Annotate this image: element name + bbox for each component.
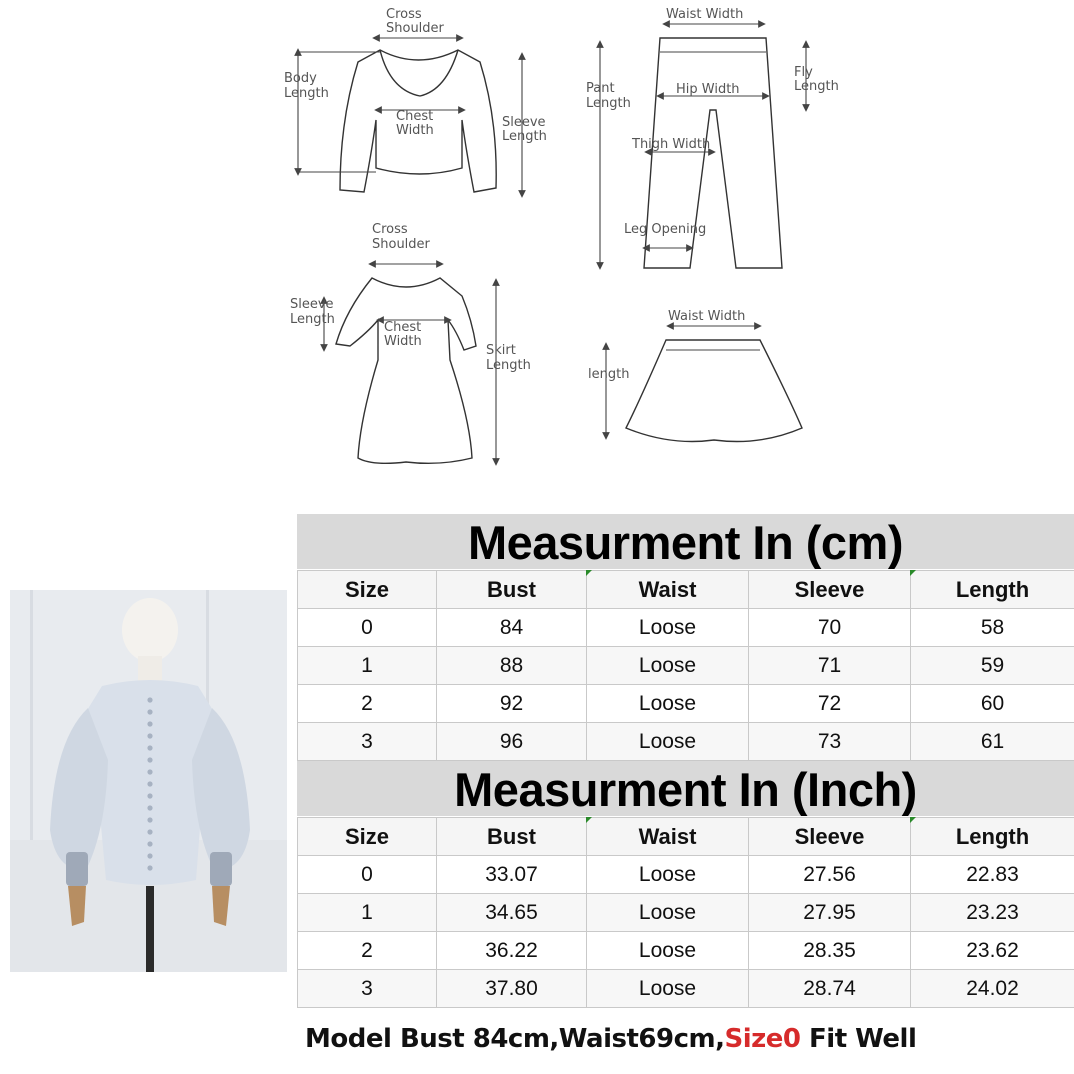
header-bust: Bust [437, 571, 587, 609]
svg-text:Shoulder: Shoulder [372, 237, 430, 252]
skirt-waist-width-label: Waist Width [668, 309, 746, 324]
header-sleeve: Sleeve [749, 571, 911, 609]
cell-length: 61 [911, 723, 1074, 761]
cell-size: 2 [298, 685, 437, 723]
note-size-highlight: Size0 [724, 1024, 801, 1054]
shirt-cross-shoulder-label: Cross [386, 7, 422, 22]
cell-length: 24.02 [911, 970, 1074, 1008]
header-bust: Bust [437, 818, 587, 856]
header-length: Length [911, 818, 1074, 856]
cell-sleeve: 70 [749, 609, 911, 647]
inch-size-table [297, 817, 1074, 1008]
svg-text:Width: Width [384, 334, 422, 349]
cell-sleeve: 27.95 [749, 894, 911, 932]
cell-length: 59 [911, 647, 1074, 685]
size-chart [297, 512, 1074, 1074]
cell-waist: Loose [587, 647, 749, 685]
dress-sleeve-length-label: Sleeve [290, 297, 334, 312]
shirt-body-length-label: Body [284, 71, 317, 86]
table-header-row [298, 571, 1074, 609]
header-size: Size [298, 571, 437, 609]
table-row [298, 970, 1074, 1008]
cell-sleeve: 72 [749, 685, 911, 723]
skirt-diagram [588, 309, 802, 442]
table-row [298, 647, 1074, 685]
cm-table-title: Measurment In (cm) [297, 514, 1074, 569]
cell-sleeve: 71 [749, 647, 911, 685]
cell-sleeve: 28.74 [749, 970, 911, 1008]
pants-waist-width-label: Waist Width [666, 7, 744, 22]
svg-text:Length: Length [284, 86, 329, 101]
svg-text:Length: Length [794, 79, 839, 94]
dress-skirt-length-label: Skirt [486, 343, 516, 358]
cell-size: 2 [298, 932, 437, 970]
product-photo [10, 590, 287, 972]
svg-text:Length: Length [502, 129, 547, 144]
shirt-chest-width-label: Chest [396, 109, 434, 124]
cell-size: 1 [298, 894, 437, 932]
table-row [298, 856, 1074, 894]
header-size: Size [298, 818, 437, 856]
table-row [298, 932, 1074, 970]
svg-text:Length: Length [290, 312, 335, 327]
cell-size: 0 [298, 609, 437, 647]
cell-marker [586, 570, 592, 576]
cell-waist: Loose [587, 856, 749, 894]
cell-size: 3 [298, 723, 437, 761]
table-row [298, 609, 1074, 647]
svg-text:Length: Length [486, 358, 531, 373]
shirt-diagram [284, 7, 547, 194]
pants-diagram [586, 7, 839, 268]
cell-bust: 88 [437, 647, 587, 685]
cell-bust: 33.07 [437, 856, 587, 894]
cell-waist: Loose [587, 609, 749, 647]
cm-size-table [297, 570, 1074, 761]
product-photo-panel [0, 512, 297, 1074]
table-row [298, 894, 1074, 932]
table-row [298, 723, 1074, 761]
pants-thigh-width-label: Thigh Width [632, 137, 711, 152]
note-prefix: Model Bust 84cm,Waist69cm, [305, 1024, 725, 1054]
cell-marker [586, 817, 592, 823]
cell-bust: 36.22 [437, 932, 587, 970]
inch-table-title: Measurment In (Inch) [297, 761, 1074, 816]
cell-bust: 96 [437, 723, 587, 761]
svg-text:Width: Width [396, 123, 434, 138]
cell-waist: Loose [587, 970, 749, 1008]
svg-text:Shoulder: Shoulder [386, 21, 444, 36]
cell-sleeve: 27.56 [749, 856, 911, 894]
cell-waist: Loose [587, 932, 749, 970]
cell-waist: Loose [587, 894, 749, 932]
measurement-diagrams [0, 0, 1074, 512]
model-fit-note [305, 1024, 916, 1054]
cell-length: 23.23 [911, 894, 1074, 932]
cell-size: 0 [298, 856, 437, 894]
cell-length: 58 [911, 609, 1074, 647]
cell-bust: 34.65 [437, 894, 587, 932]
table-header-row [298, 818, 1074, 856]
pants-leg-opening-label: Leg Opening [624, 222, 707, 237]
pants-fly-length-label: Fly [794, 65, 813, 80]
header-length: Length [911, 571, 1074, 609]
svg-text:Length: Length [586, 96, 631, 111]
cell-waist: Loose [587, 723, 749, 761]
cell-waist: Loose [587, 685, 749, 723]
skirt-length-label: length [588, 367, 630, 382]
pants-pant-length-label: Pant [586, 81, 615, 96]
cell-length: 23.62 [911, 932, 1074, 970]
cell-marker [910, 817, 916, 823]
cell-sleeve: 73 [749, 723, 911, 761]
table-row [298, 685, 1074, 723]
header-waist: Waist [587, 818, 749, 856]
cell-size: 1 [298, 647, 437, 685]
cell-bust: 92 [437, 685, 587, 723]
cell-bust: 37.80 [437, 970, 587, 1008]
cell-bust: 84 [437, 609, 587, 647]
cell-size: 3 [298, 970, 437, 1008]
cell-length: 60 [911, 685, 1074, 723]
dress-cross-shoulder-label: Cross [372, 222, 408, 237]
header-sleeve: Sleeve [749, 818, 911, 856]
dress-chest-width-label: Chest [384, 320, 422, 335]
shirt-sleeve-length-label: Sleeve [502, 115, 546, 130]
cell-marker [910, 570, 916, 576]
pants-hip-width-label: Hip Width [676, 82, 740, 97]
dress-diagram [290, 222, 531, 463]
diagrams-svg [0, 0, 1074, 512]
cell-sleeve: 28.35 [749, 932, 911, 970]
cell-length: 22.83 [911, 856, 1074, 894]
note-suffix: Fit Well [800, 1024, 917, 1054]
header-waist: Waist [587, 571, 749, 609]
